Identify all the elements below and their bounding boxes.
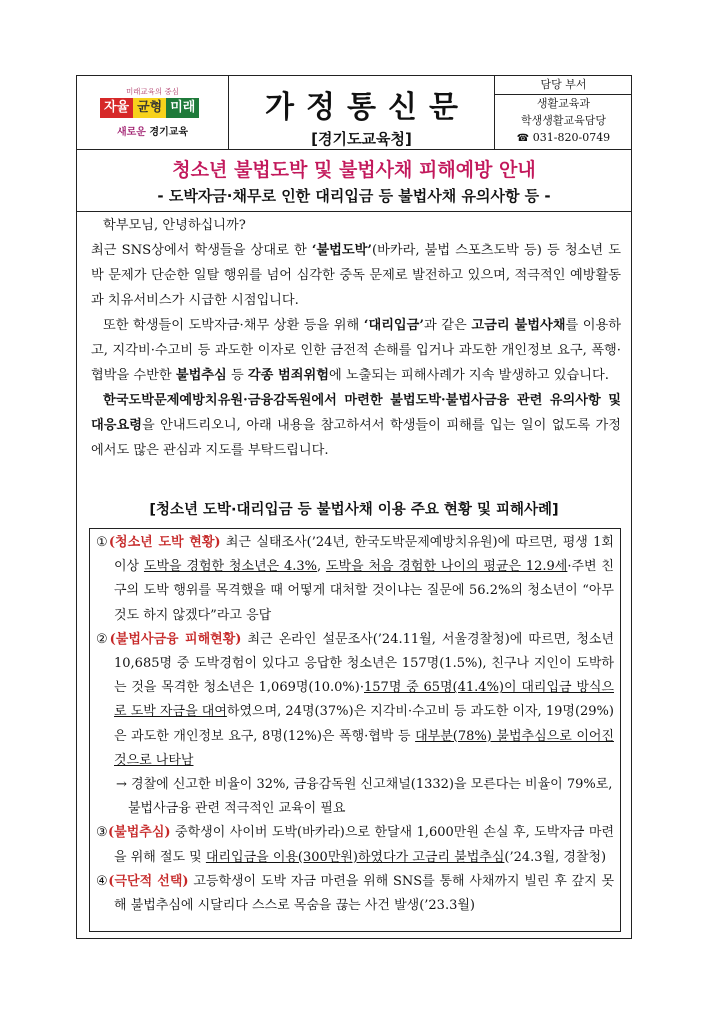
paragraph-1: 최근 SNS상에서 학생들을 상대로 한 ‘불법도박’(바카라, 불법 스포츠도박 등) 등 청소년 도박 문제가 단순한 일탈 행위를 넘어 심각한 중독 문제로 발전하고 있으며, 적극적인 예방활동과 치유서비스가 시급한 시점입니다.	[91, 243, 621, 308]
logo-badge: 자율 균형 미래	[100, 98, 199, 118]
case-2: ②(불법사금융 피해현황) 최근 온라인 설문조사(’24.11월, 서울경찰청)에 따르면, 청소년 10,685명 중 도박경험이 있다고 응답한 청소년은 157명(1.5%), 친구나 지인이 도박하는 것을 목격한 청소년은 1,069명(10.0%)·157명 중 65명(41.4%)이 대리입금 방식으로 도박 자금을 대여하였으며, 24명(37%)은 지각비·수고비 등 과도한 이자, 19명(29%)은 과도한 개인정보 요구, 8명(12%)은 폭행·협박 등 대부분(78%) 불법추심으로 이어진 것으로 나타남	[96, 631, 615, 768]
main-title: 청소년 불법도박 및 불법사채 피해예방 안내	[172, 159, 536, 181]
document-title-cell	[229, 76, 495, 149]
issuer: [경기도교육청]	[311, 130, 412, 148]
case-2-note-cont: 불법사금융 관련 적극적인 교육이 필요	[128, 801, 346, 817]
department-info: 담당 부서 생활교육과 학생생활교육담당 ☎ 031-820-0749	[495, 76, 632, 149]
paragraph-3: 한국도박문제예방치유원·금융감독원에서 마련한 불법도박·불법사금융 관련 유의사항 및 대응요령을 안내드리오니, 아래 내용을 참고하셔서 학생들이 피해를 입는 일이 없도록 가정에서도 많은 관심과 지도를 부탁드립니다.	[91, 393, 621, 458]
paragraph-2: 또한 학생들이 도박자금·채무 상환 등을 위해 ‘대리입금’과 같은 고금리 불법사채를 이용하고, 지각비·수고비 등 과도한 이자로 인한 금전적 손해를 입거나 과도한 개인정보 요구, 폭행·협박을 수반한 불법추심 등 각종 범죄위험에 노출되는 피해사례가 지속 발생하고 있습니다.	[91, 318, 621, 383]
gyeonggi-education-logo: 미래교육의 중심 자율 균형 미래 새로운 경기교육	[77, 76, 229, 149]
greeting: 학부모님, 안녕하십니까?	[103, 218, 246, 233]
document-title: 가정통신문	[265, 90, 470, 125]
notice-title-block	[77, 149, 631, 212]
phone-number: 031-820-0749	[532, 131, 611, 144]
case-2-note: → 경찰에 신고한 비율이 32%, 금융감독원 신고채널(1332)을 모른다는 비율이 79%로,	[116, 777, 613, 793]
case-4: ④(극단적 선택) 고등학생이 도박 자금 마련을 위해 SNS를 통해 사채까지 빌린 후 갚지 못해 불법추심에 시달리다 스스로 목숨을 끊는 사건 발생(’23.3월)	[96, 873, 615, 914]
sub-title: - 도박자금·채무로 인한 대리입금 등 불법사채 유의사항 등 -	[157, 187, 551, 205]
telephone-icon: ☎	[516, 133, 530, 144]
case-3: ③(불법추심) 중학생이 사이버 도박(바카라)으로 한달새 1,600만원 손실 후, 도박자금 마련을 위해 절도 및 대리입금을 이용(300만원)하였다가 고금리 불법추심(’24.3월, 경찰청)	[96, 825, 615, 865]
case-1: ①(청소년 도박 현황) 최근 실태조사(’24년, 한국도박문제예방치유원)에 따르면, 평생 1회 이상 도박을 경험한 청소년은 4.3%, 도박을 처음 경험한 나이의 평균은 12.9세·주변 친구의 도박 행위를 목격했을 때 어떻게 대처할 것이냐는 질문에 56.2%의 청소년이 “아무것도 하지 않겠다”라고 응답	[96, 535, 614, 623]
notice-frame	[76, 75, 632, 939]
cases-title: [청소년 도박·대리입금 등 불법사채 이용 주요 현황 및 피해사례]	[149, 502, 559, 518]
letter-body	[91, 213, 621, 463]
letterhead	[77, 76, 631, 150]
cases-box	[89, 528, 621, 932]
